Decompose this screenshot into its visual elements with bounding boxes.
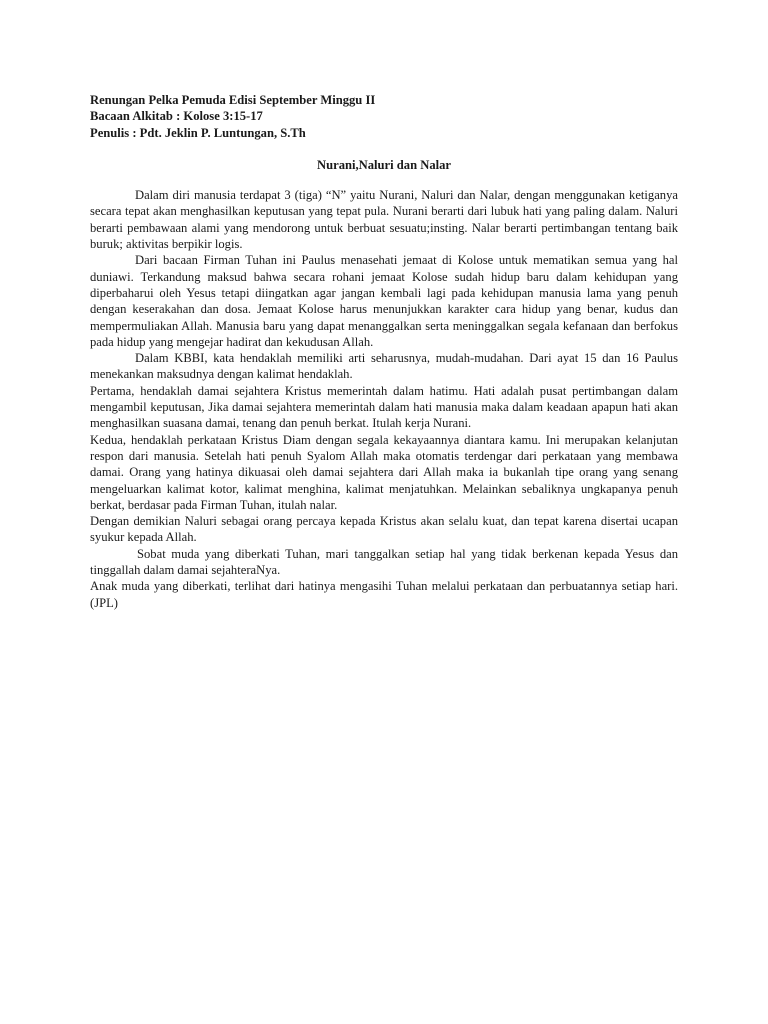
document-title: Nurani,Naluri dan Nalar [317, 157, 451, 172]
paragraph-exhortation: Sobat muda yang diberkati Tuhan, mari tanggalkan setiap hal yang tidak berkenan kepada Yesus dan tinggallah dalam damai sejahteraNya. [90, 546, 678, 578]
document-page [90, 92, 678, 611]
paragraph-second-point: Kedua, hendaklah perkataan Kristus Diam dengan segala kekayaannya diantara kamu. Ini merupakan kelanjutan respon dari manusia. Setelah hati penuh Syalom Allah maka otomatis terdengar dari perkataan yang membawa damai. Orang yang hatinya dikuasai oleh damai sejahtera dari Allah maka ia bukanlah tipe orang yang senang mengeluarkan kalimat kotor, kalimat menghina, kalimat menjatuhkan. Melainkan sebaliknya ungkapanya penuh berkat, berdasar pada Firman Tuhan, itulah nalar. [90, 432, 678, 512]
document-heading-edition: Renungan Pelka Pemuda Edisi September Minggu II [90, 93, 376, 107]
paragraph-intro: Dalam diri manusia terdapat 3 (tiga) “N” yaitu Nurani, Naluri dan Nalar, dengan menggunakan ketiganya secara tepat akan menghasilkan keputusan yang tepat pula. Nurani berarti dari lubuk hati yang paling dalam. Naluri berarti pembawaan alami yang mendorong untuk berbuat sesuatu;insting. Nalar berarti pertimbangan tentang baik buruk; aktivitas berpikir logis. [90, 188, 678, 252]
document-heading-author: Penulis : Pdt. Jeklin P. Luntungan, S.Th [90, 125, 306, 140]
paragraph-conclusion: Dengan demikian Naluri sebagai orang percaya kepada Kristus akan selalu kuat, dan tepat karena disertai ucapan syukur kepada Allah. [90, 514, 678, 545]
paragraph-closing: Anak muda yang diberkati, terlihat dari hatinya mengasihi Tuhan melalui perkataan dan perbuatannya setiap hari. (JPL) [90, 579, 678, 610]
paragraph-kbbi: Dalam KBBI, kata hendaklah memiliki arti seharusnya, mudah-mudahan. Dari ayat 15 dan 16 Paulus menekankan maksudnya dengan kalimat hendaklah. [90, 351, 678, 382]
paragraph-bible-reading: Dari bacaan Firman Tuhan ini Paulus menasehati jemaat di Kolose untuk mematikan semua yang hal duniawi. Terkandung maksud bahwa secara rohani jemaat Kolose sudah hidup baru dalam kehidupan yang diperbaharui oleh Yesus tetapi diingatkan agar jangan kembali lagi pada kehidupan manusia lama yang penuh dengan keserakahan dan dosa. Jemaat Kolose harus menunjukkan karakter cara hidup yang benar, kudus dan mempermuliakan Allah. Manusia baru yang dapat menanggalkan serta meninggalkan segala kefanaan dan berfokus pada hidup yang mengejar hadirat dan kekudusan Allah. [90, 253, 678, 349]
document-heading-reading: Bacaan Alkitab : Kolose 3:15-17 [90, 109, 263, 124]
paragraph-first-point: Pertama, hendaklah damai sejahtera Kristus memerintah dalam hatimu. Hati adalah pusat pertimbangan dalam mengambil keputusan, Jika damai sejahtera memerintah dalam hati manusia maka dalam keadaan apapun hati akan menghasilkan suasana damai, tenang dan penuh berkat. Itulah kerja Nurani. [90, 383, 678, 431]
